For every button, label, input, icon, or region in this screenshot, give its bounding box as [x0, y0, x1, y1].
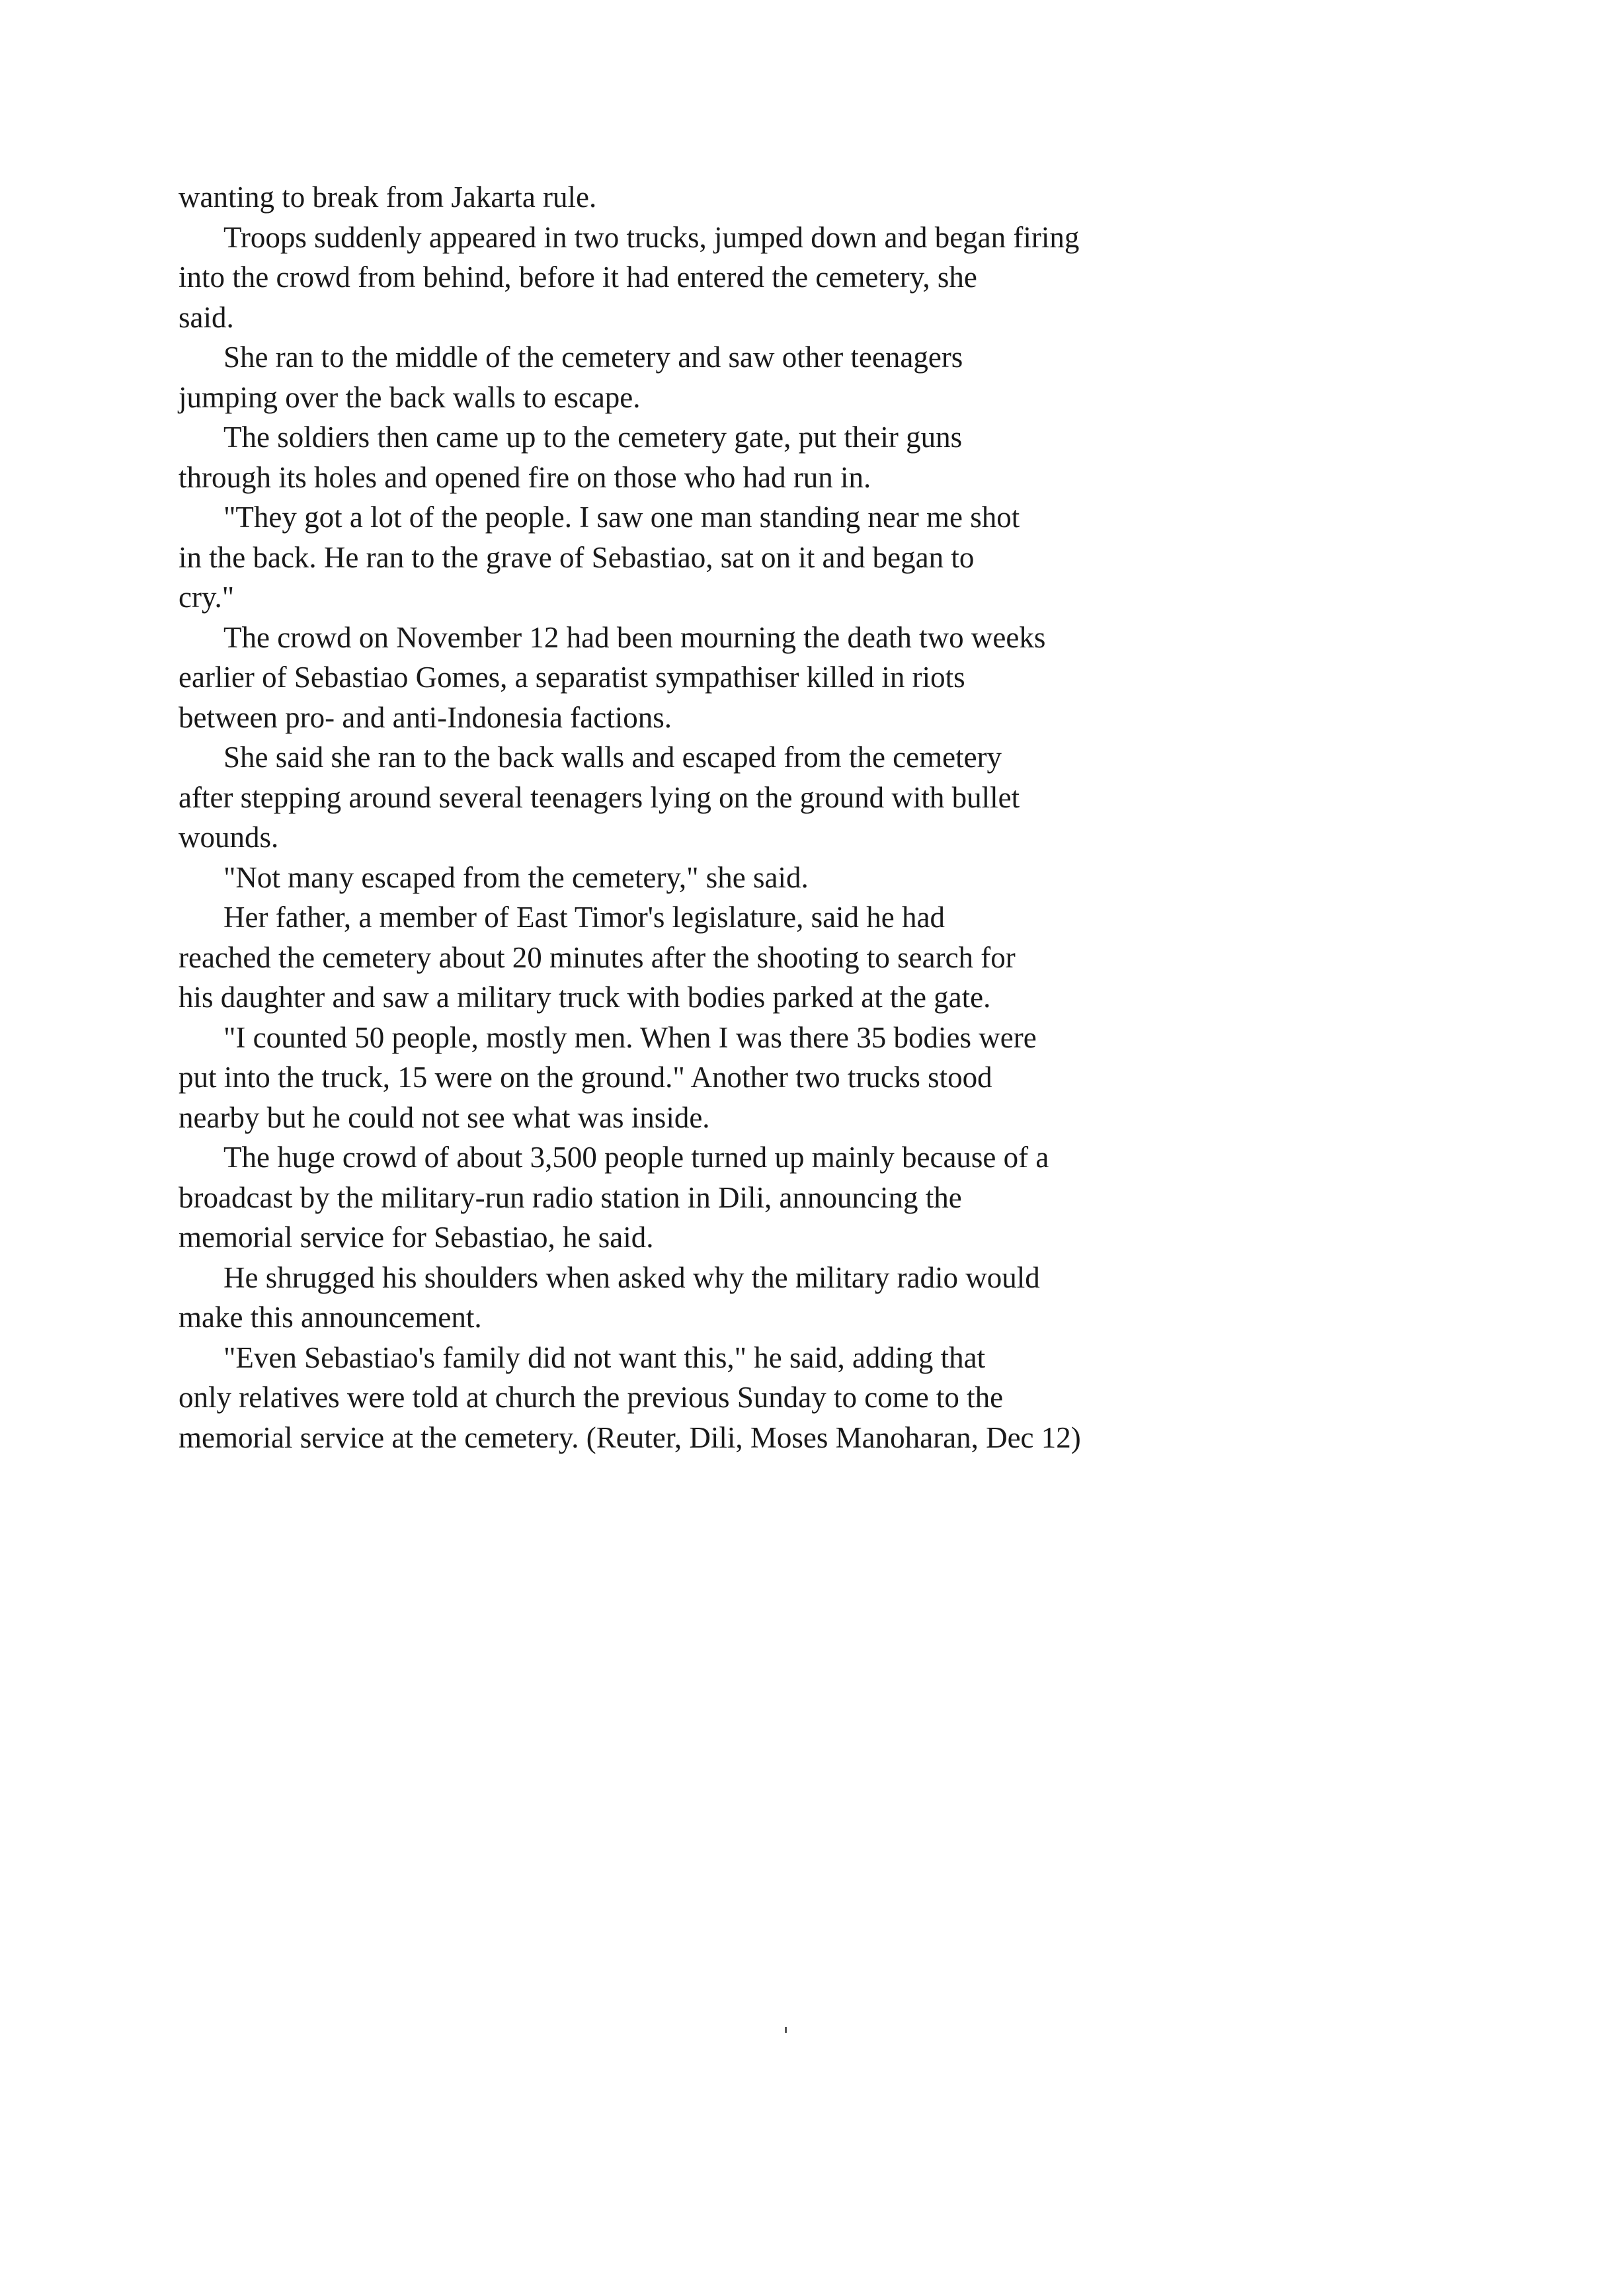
- text-line: into the crowd from behind, before it had entered the cemetery, she: [179, 261, 977, 294]
- text-line: He shrugged his shoulders when asked why the military radio would: [223, 1260, 1040, 1294]
- text-line: Her father, a member of East Timor's legislature, said he had: [223, 901, 945, 934]
- text-line: She said she ran to the back walls and escaped from the cemetery: [223, 741, 1002, 774]
- text-line: put into the truck, 15 were on the ground." Another two trucks stood: [179, 1061, 992, 1094]
- text-line: only relatives were told at church the previous Sunday to come to the: [179, 1381, 1004, 1414]
- text-line: in the back. He ran to the grave of Sebastiao, sat on it and began to: [179, 540, 975, 574]
- text-line: reached the cemetery about 20 minutes after the shooting to search for: [179, 940, 1016, 974]
- text-line: "They got a lot of the people. I saw one man standing near me shot: [223, 501, 1020, 534]
- article-body: [179, 177, 1236, 1457]
- text-line: "I counted 50 people, mostly men. When I was there 35 bodies were: [223, 1020, 1037, 1054]
- text-line: cry.": [179, 581, 235, 614]
- text-line: "Not many escaped from the cemetery," she said.: [223, 860, 809, 894]
- text-line: "Even Sebastiao's family did not want this," he said, adding that: [223, 1340, 986, 1374]
- text-line: broadcast by the military-run radio station in Dili, announcing the: [179, 1180, 962, 1214]
- text-line: The huge crowd of about 3,500 people turned up mainly because of a: [223, 1141, 1049, 1174]
- text-line: said.: [179, 300, 234, 334]
- text-line: nearby but he could not see what was inside.: [179, 1100, 710, 1134]
- text-line: wanting to break from Jakarta rule.: [179, 181, 597, 214]
- text-line: his daughter and saw a military truck with bodies parked at the gate.: [179, 981, 991, 1014]
- text-line: make this announcement.: [179, 1301, 482, 1334]
- text-line: earlier of Sebastiao Gomes, a separatist sympathiser killed in riots: [179, 661, 965, 694]
- text-line: between pro- and anti-Indonesia factions.: [179, 700, 672, 734]
- text-line: She ran to the middle of the cemetery and saw other teenagers: [223, 341, 963, 374]
- text-line: Troops suddenly appeared in two trucks, jumped down and began firing: [223, 220, 1080, 254]
- text-line: wounds.: [179, 821, 279, 854]
- scan-speck: [785, 2027, 787, 2033]
- text-line: through its holes and opened fire on those who had run in.: [179, 460, 871, 494]
- text-line: memorial service for Sebastiao, he said.: [179, 1221, 654, 1254]
- text-line: The soldiers then came up to the cemetery gate, put their guns: [223, 421, 963, 454]
- text-line: memorial service at the cemetery. (Reuter, Dili, Moses Manoharan, Dec 12): [179, 1420, 1081, 1454]
- text-line: after stepping around several teenagers lying on the ground with bullet: [179, 780, 1020, 814]
- text-line: The crowd on November 12 had been mourning the death two weeks: [223, 620, 1046, 654]
- text-line: jumping over the back walls to escape.: [179, 380, 641, 414]
